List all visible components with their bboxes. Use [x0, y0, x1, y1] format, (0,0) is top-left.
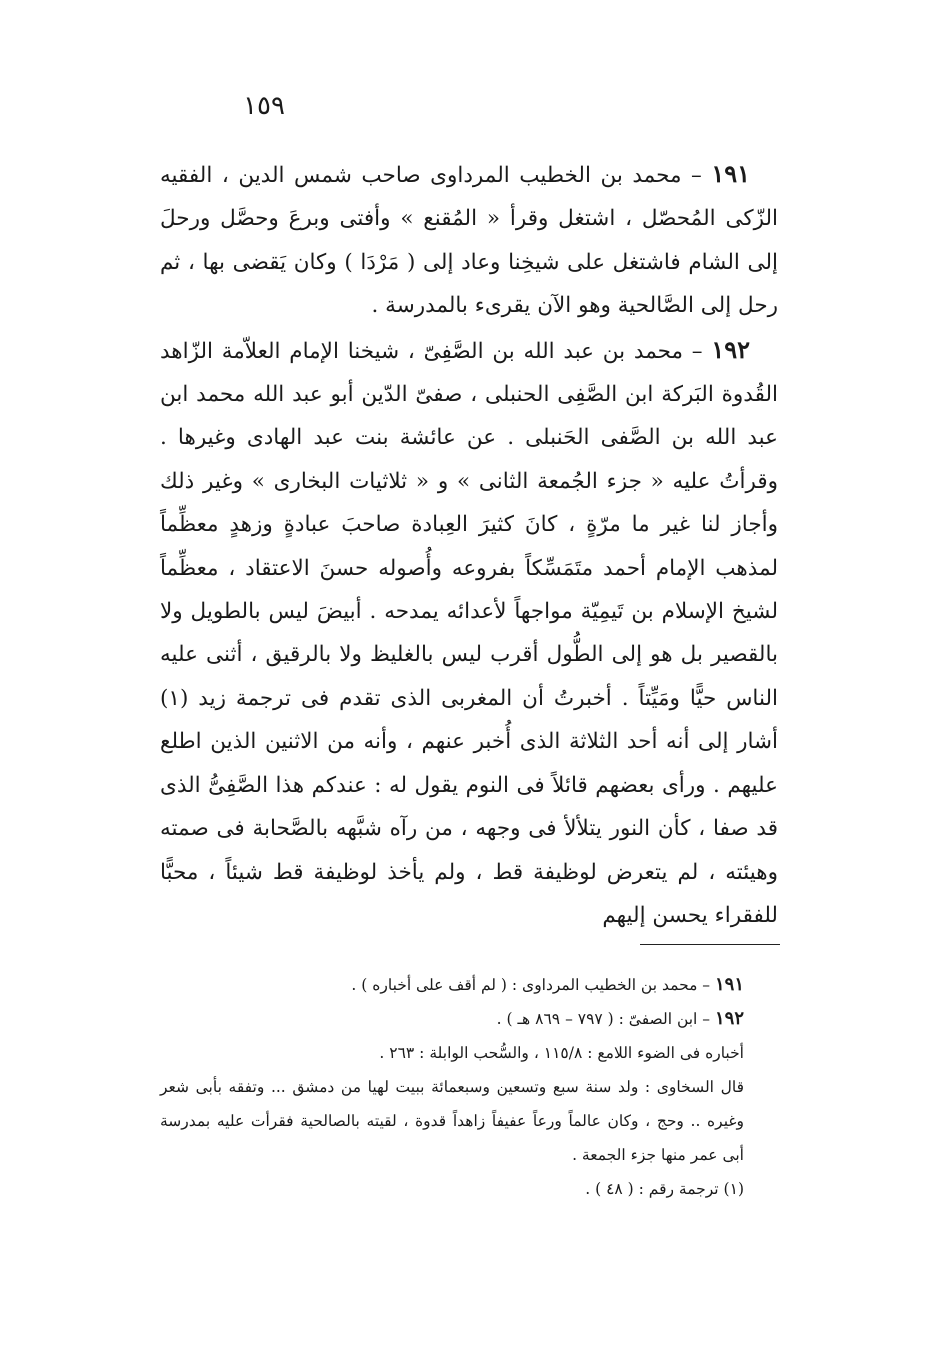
entry-line: ولا بالقصير بل هو إلى الطُّول أقرب ليس بالغليظ ولا بالرقيق ، أثنى عليه — [160, 599, 778, 668]
footnote-divider — [640, 944, 780, 945]
main-text — [160, 152, 778, 937]
footnote-text: أخباره فى الضوء اللامع : ١١٥/٨ ، والسُّحب الوابلة : ٢٦٣ . — [379, 1044, 744, 1062]
entry-line: لشيخ الإسلام بن تَيمِيّة مواجهاً لأعدائه يمدحه . أبيضَ ليس بالطويل — [190, 599, 778, 625]
entry-line: وأجاز لنا غير ما مرّةٍ ، كانَ كثيرَ العِبادة صاحبَ عبادةٍ وزهدٍ معظِّماً — [160, 512, 778, 538]
footnote-191 — [160, 968, 778, 1002]
entry-dash: – — [681, 163, 712, 188]
entry-line: محمد بن الخطيب المرداوى صاحب شمس الدين ، — [221, 163, 682, 188]
footnote-text: (١) ترجمة رقم : ( ٤٨ ) . — [585, 1180, 744, 1198]
entry-line: إلى أنه أحد الثلاثة الذى أُخبر عنهم ، وأنه من الاثنين الذين اطلع عليهم . — [160, 729, 778, 798]
entry-line: ورحلَ إلى الشام فاشتغل على شيخِنا وعاد إلى ( مَرْدَا ) وكان يَقضى بها ، — [160, 206, 778, 275]
footnote-text: محمد بن الخطيب المرداوى : ( لم أقف على أخباره ) . — [351, 976, 698, 994]
footnote-text: ابن الصفىّ : ( ٧٩٧ – ٨٦٩ هـ ) . — [496, 1010, 698, 1028]
footnote-dash: – — [697, 976, 715, 994]
entry-line: ابن عبد الله بن الصَّفى الحَنبلى . عن عائشة بنت عبد الهادى وغيرها . — [160, 382, 778, 451]
footnote-number: ١٩١ — [714, 974, 744, 995]
entry-line: يتعرض لوظيفة قط ، ولم يأخذ لوظيفة قط شيئاً ، محبًّا للفقراء يحسن إليهم — [160, 859, 778, 928]
entry-line: الناس حيًّا ومَيِّتاً . أخبرتُ أن المغربى الذى تقدم فى ترجمة زيد (١) أشار — [160, 685, 778, 755]
entry-line: الفقيه الزّكى المُحصّل ، اشتغل وقرأ « المُقنع » وأفتى وبرعَ وحصَّل — [160, 163, 778, 232]
footnotes — [160, 968, 778, 1206]
footnote-sakhawi — [160, 1070, 778, 1172]
footnote-dash: – — [697, 1010, 715, 1028]
footnote-1 — [160, 1172, 778, 1206]
footnote-192 — [160, 1002, 778, 1036]
entry-line: محمد بن عبد الله بن الصَّفِىّ ، شيخنا الإمام العلاّمة — [221, 338, 684, 364]
entry-line: كأن النور يتلألأ فى وجهه ، من رآه شبَّهه بالصَّحابة فى صمته وهيئته ، لم — [160, 816, 778, 885]
entry-dash: – — [683, 338, 712, 364]
footnote-sources — [160, 1036, 778, 1070]
entry-191 — [160, 152, 778, 328]
entry-line: ورأى بعضهم قائلاً فى النوم يقول له : عندكم هذا الصَّفِىُّ الذى قد صفا ، — [160, 772, 778, 842]
page-number: ١٥٩ — [243, 91, 285, 121]
entry-line: وقرأتُ عليه « جزء الجُمعة الثانى » و « ثلاثيات البخارى » وغير ذلك — [160, 468, 778, 494]
footnote-number: ١٩٢ — [714, 1008, 744, 1029]
entry-line: لمذهب الإمام أحمد متَمَسِّكاً بفروعه وأُصوله حسنَ الاعتقاد ، معظِّماً — [160, 555, 778, 581]
entry-number: ١٩٢ — [711, 334, 751, 364]
footnote-text: قال السخاوى : ولد سنة سبع وتسعين وسبعمائة ببيت لهيا من دمشق ... وتفقه بأبى شعر وغيره .. وحج ، وكان عالماً ورعاً عفيفاً زاهداً قدوة ، لقيته بالصالحية فقرأت عليه بمدرسة أبى عمر منها جزء الجمعة . — [160, 1078, 744, 1164]
entry-number: ١٩١ — [711, 159, 750, 188]
entry-192 — [160, 328, 778, 938]
entry-line: الزّاهد القُدوة البَركة ابن الصَّفِى الحنبلى ، صفىّ الدّين أبو عبد الله محمد — [160, 338, 778, 408]
entry-line: ثم رحل إلى الصَّالحية وهو الآن يقرىء بالمدرسة . — [160, 249, 778, 319]
